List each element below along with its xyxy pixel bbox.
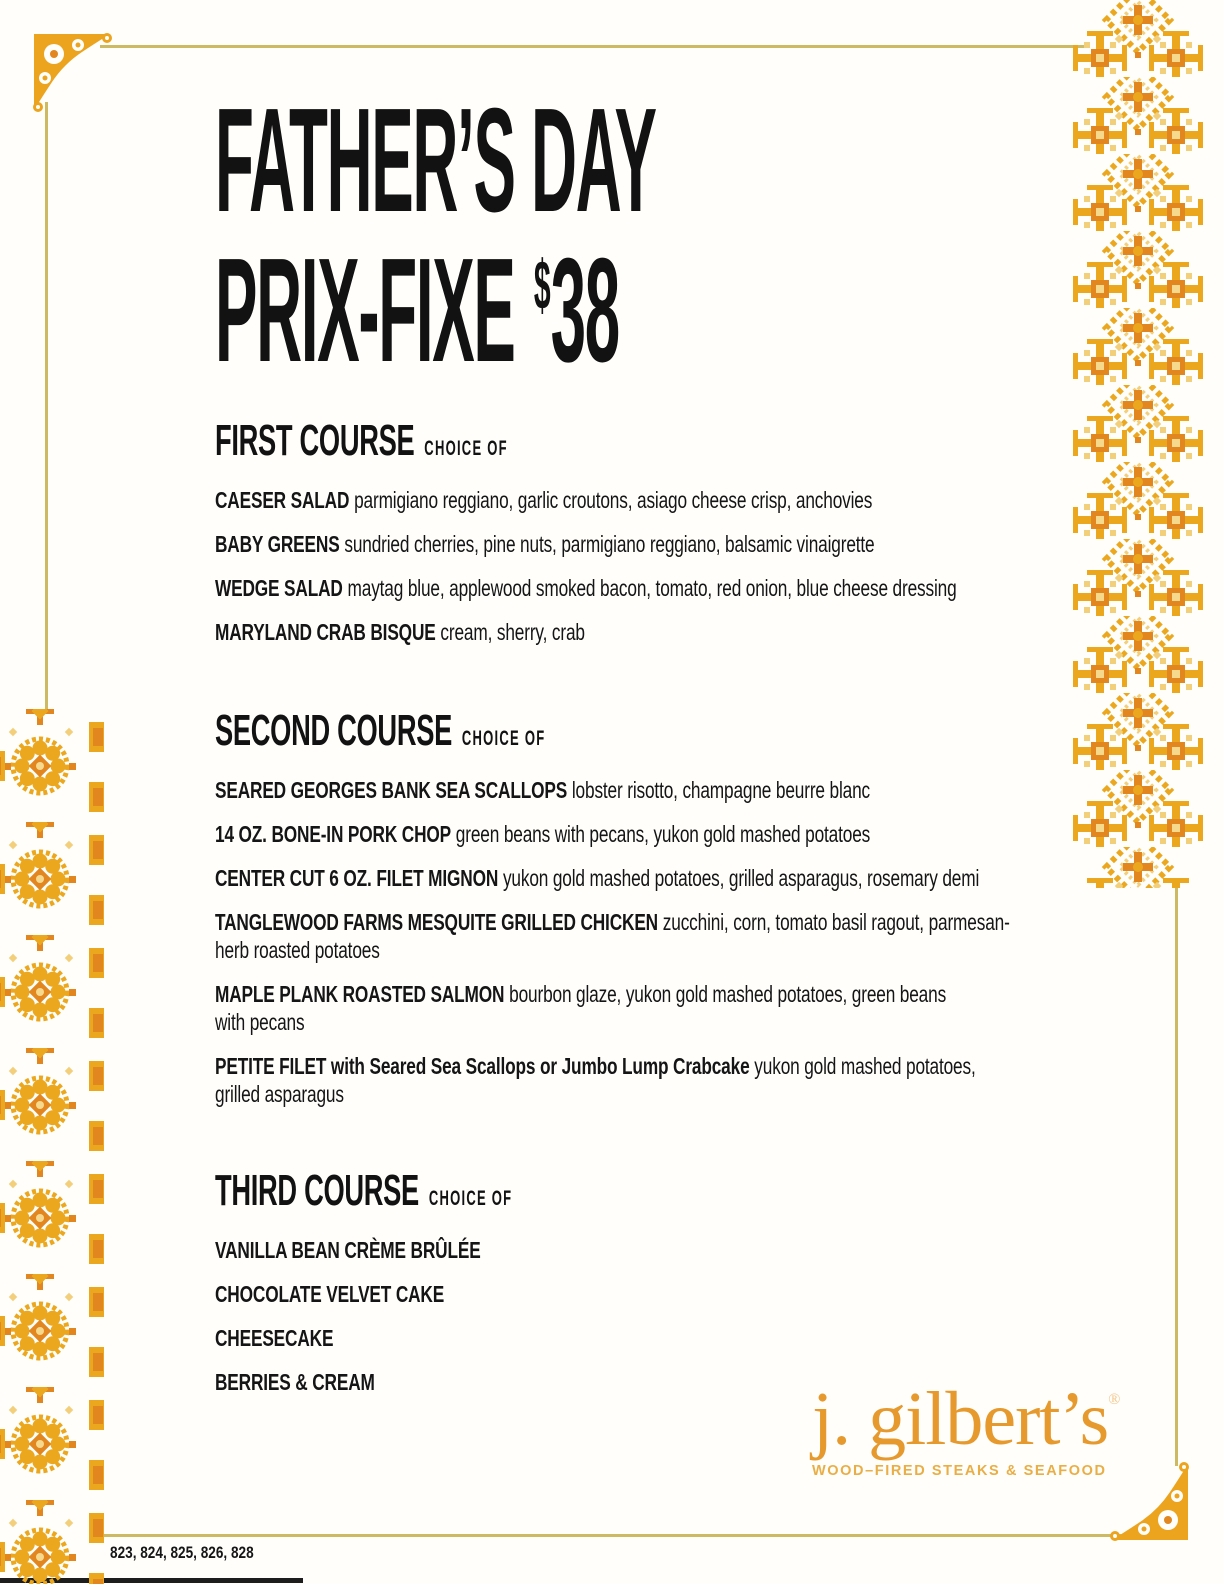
price-currency: $ xyxy=(533,246,551,324)
choice-of-label: CHOICE OF xyxy=(461,727,546,750)
frame-line-bottom xyxy=(100,1534,1126,1537)
menu-item: MARYLAND CRAB BISQUE cream, sherry, crab xyxy=(215,619,585,645)
section-heading: FIRST COURSE CHOICE OF xyxy=(215,416,508,465)
frame-line-top xyxy=(100,45,1090,48)
menu-title xyxy=(215,78,731,393)
brand-tagline: WOOD–FIRED STEAKS & SEAFOOD xyxy=(812,1463,1107,1479)
section-first-course xyxy=(215,416,1224,662)
footer-store-codes: 823, 824, 825, 826, 828 xyxy=(110,1543,254,1562)
section-items xyxy=(215,776,1224,1108)
menu-item: PETITE FILET with Seared Sea Scallops or Jumbo Lump Crabcake yukon gold mashed potatoes, grilled asparagus xyxy=(215,1053,976,1107)
menu-item: WEDGE SALAD maytag blue, applewood smoked bacon, tomato, red onion, blue cheese dressing xyxy=(215,575,957,601)
menu-title-line2: PRIX-FIXE $38 xyxy=(215,228,619,393)
choice-of-label: CHOICE OF xyxy=(424,437,508,460)
choice-of-label: CHOICE OF xyxy=(428,1187,513,1210)
section-items xyxy=(215,486,1224,646)
section-heading: THIRD COURSE CHOICE OF xyxy=(215,1166,513,1215)
menu-item: VANILLA BEAN CRÈME BRÛLÉE xyxy=(215,1237,481,1263)
menu-item: BERRIES & CREAM xyxy=(215,1369,375,1395)
brand-logo xyxy=(812,1360,1142,1479)
registered-mark: ® xyxy=(1108,1391,1121,1408)
menu-item: TANGLEWOOD FARMS MESQUITE GRILLED CHICKEN zucchini, corn, tomato basil ragout, parmesan- herb roasted potatoes xyxy=(215,909,1010,963)
price-amount: 38 xyxy=(550,228,619,393)
section-second-course xyxy=(215,706,1224,1124)
price xyxy=(534,228,619,393)
menu-title-line1: FATHER’S DAY xyxy=(215,78,656,243)
menu-item: SEARED GEORGES BANK SEA SCALLOPS lobster risotto, champagne beurre blanc xyxy=(215,777,870,803)
menu-item: CAESER SALAD parmigiano reggiano, garlic croutons, asiago cheese crisp, anchovies xyxy=(215,487,873,513)
menu-item: MAPLE PLANK ROASTED SALMON bourbon glaze, yukon gold mashed potatoes, green beans with pecans xyxy=(215,981,947,1035)
embroidery-band-left-icon xyxy=(0,709,104,1584)
menu-item: CENTER CUT 6 OZ. FILET MIGNON yukon gold mashed potatoes, grilled asparagus, rosemary demi xyxy=(215,865,980,891)
menu-item: BABY GREENS sundried cherries, pine nuts, parmigiano reggiano, balsamic vinaigrette xyxy=(215,531,875,557)
menu-item: CHEESECAKE xyxy=(215,1325,334,1351)
brand-logo-wordmark: j. gilbert’s® xyxy=(812,1377,1121,1461)
menu-item: 14 OZ. BONE-IN PORK CHOP green beans with pecans, yukon gold mashed potatoes xyxy=(215,821,871,847)
corner-flourish-top-left-icon xyxy=(32,32,112,112)
menu-item: CHOCOLATE VELVET CAKE xyxy=(215,1281,445,1307)
section-heading: SECOND COURSE CHOICE OF xyxy=(215,706,546,755)
frame-line-left xyxy=(45,102,48,714)
